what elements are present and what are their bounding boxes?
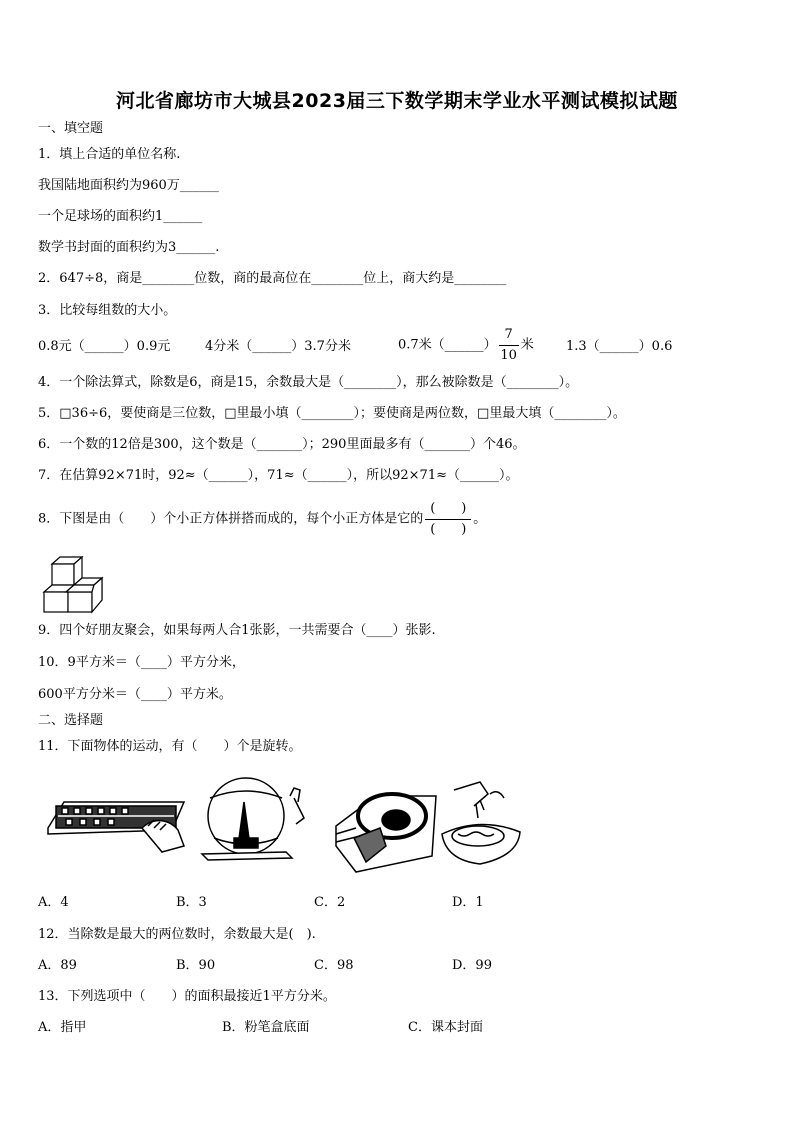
q8-end: 。 — [473, 511, 487, 527]
q11-option-b[interactable]: B．3 — [176, 895, 207, 910]
blank-fraction — [425, 500, 471, 539]
q6: 6．一个数的12倍是300，这个数是（_______）；290里面最多有（_______）个46。 — [38, 437, 526, 452]
section-fill-in: 一、填空题 — [38, 121, 104, 136]
q13-option-b[interactable]: B．粉笔盒底面 — [222, 1020, 310, 1035]
faucet-sink-icon — [442, 782, 520, 864]
q5: 5．□36÷6，要使商是三位数，□里最小填（________）；要使商是两位数，□里最大填（________）。 — [38, 406, 626, 421]
q13-option-c[interactable]: C．课本封面 — [408, 1020, 483, 1035]
q11-stem: 11．下面物体的运动，有（ ）个是旋转。 — [38, 739, 302, 754]
fraction-numerator: 7 — [504, 327, 513, 342]
page-title: 河北省廊坊市大城县2023届三下数学期末学业水平测试模拟试题 — [116, 90, 678, 112]
q11-option-d[interactable]: D．1 — [452, 895, 484, 910]
q3-compare-3-unit: 米 — [520, 337, 534, 353]
q13-stem: 13．下列选项中（ ）的面积最接近1平方分米。 — [38, 989, 336, 1004]
globe-icon — [202, 778, 304, 860]
fraction-denominator-blank: ( ) — [430, 522, 467, 537]
fraction-numerator-blank: ( ) — [430, 501, 467, 516]
section-choice: 二、选择题 — [38, 713, 104, 728]
q3-compare-3 — [398, 326, 534, 365]
q12-option-d[interactable]: D．99 — [452, 958, 492, 973]
q3-compare-3-left: 0.7米（______） — [398, 337, 497, 353]
q12-stem: 12．当除数是最大的两位数时，余数最大是( ). — [38, 927, 316, 942]
top-cube-front — [52, 564, 74, 585]
q12-option-b[interactable]: B．90 — [176, 958, 216, 973]
q1-stem: 1．填上合适的单位名称. — [38, 147, 181, 162]
fraction-denominator: 10 — [500, 348, 517, 363]
q11-option-a[interactable]: A．4 — [38, 895, 69, 910]
q3-compare-4: 1.3（______）0.6 — [566, 339, 673, 354]
q2: 2．647÷8，商是________位数，商的最高位在________位上，商大约是________ — [38, 271, 507, 286]
abacus-icon — [48, 802, 184, 852]
q12-option-c[interactable]: C．98 — [314, 958, 354, 973]
q1-c: 数学书封面的面积约为3______. — [38, 240, 220, 255]
cube-stack-figure — [40, 556, 106, 614]
steering-wheel-icon — [336, 794, 436, 872]
q3-compare-2: 4分米（______）3.7分米 — [205, 339, 351, 354]
q1-a: 我国陆地面积约为960万______ — [38, 178, 219, 193]
q8 — [38, 500, 486, 539]
q4: 4．一个除法算式，除数是6，商是15，余数最大是（________），那么被除数是（________）。 — [38, 375, 579, 390]
q11-option-c[interactable]: C．2 — [314, 895, 346, 910]
q8-stem: 8．下图是由（ ）个小正方体拼搭而成的，每个小正方体是它的 — [38, 511, 424, 527]
q9: 9．四个好朋友聚会，如果每两人合1张影，一共需要合（____）张影. — [38, 623, 436, 638]
q12-option-a[interactable]: A．89 — [38, 958, 77, 973]
q7: 7．在估算92×71时，92≈（______），71≈（______），所以92×71≈（______）。 — [38, 468, 519, 483]
q10-a: 10．9平方米＝（____）平方分米， — [38, 655, 245, 670]
q10-b: 600平方分米＝（____）平方米。 — [38, 687, 232, 702]
q1-b: 一个足球场的面积约1______ — [38, 209, 203, 224]
q3-compare-1: 0.8元（______）0.9元 — [38, 339, 171, 354]
q13-option-a[interactable]: A．指甲 — [38, 1020, 87, 1035]
motion-illustrations — [44, 776, 524, 874]
fraction-7-10 — [499, 326, 519, 365]
q3-stem: 3．比较每组数的大小。 — [38, 303, 177, 318]
